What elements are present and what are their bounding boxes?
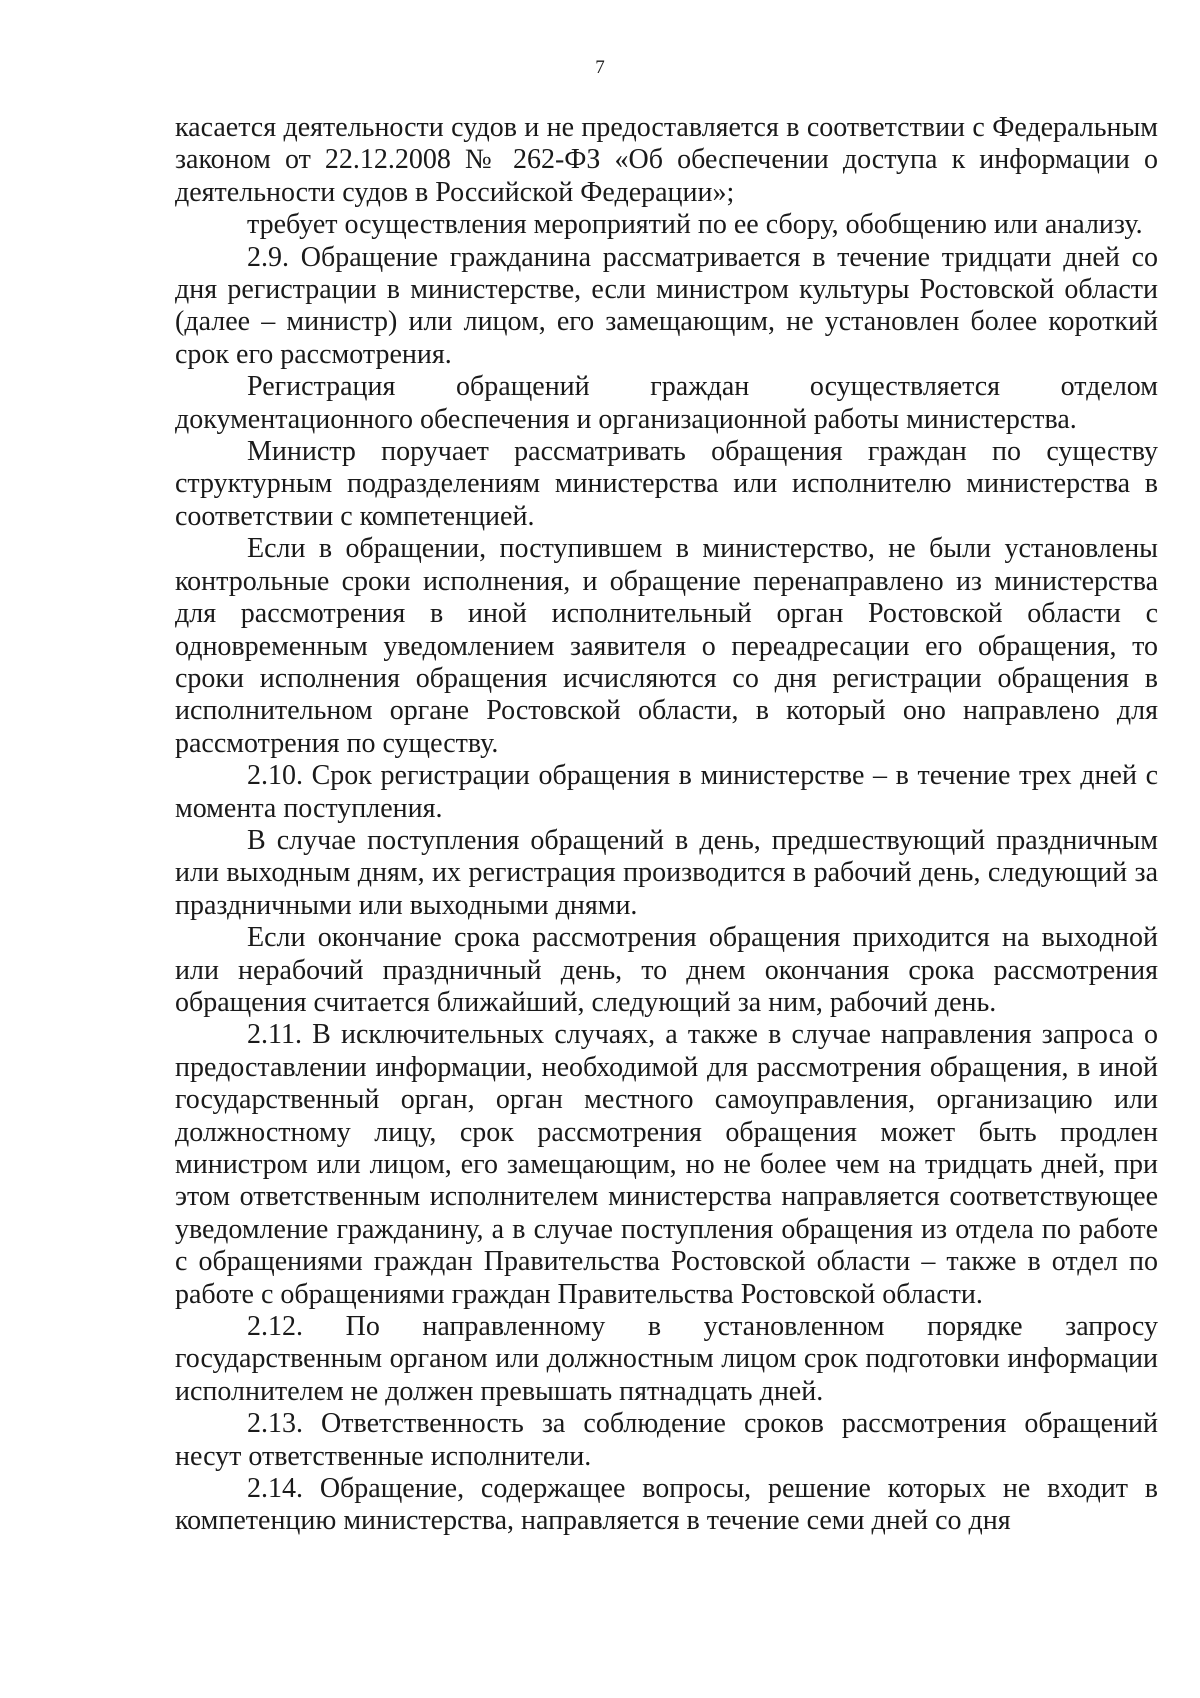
page-number: 7	[595, 57, 605, 78]
paragraph-continued: касается деятельности судов и не предоставляется в соответствии с Федеральным законом от 22.12.2008 № 262-ФЗ «Об обеспечении доступа к информации о деятельности судов в Российской Федерации»;	[175, 112, 1158, 208]
document-body	[175, 112, 1158, 1538]
paragraph: Министр поручает рассматривать обращения граждан по существу структурным подразделениям министерства или исполнителю министерства в соответствии с компетенцией.	[175, 436, 1158, 532]
paragraph: В случае поступления обращений в день, предшествующий праздничным или выходным дням, их регистрация производится в рабочий день, следующий за праздничными или выходными днями.	[175, 824, 1158, 921]
paragraph: Если в обращении, поступившем в министерство, не были установлены контрольные сроки исполнения, и обращение перенаправлено из министерства для рассмотрения в иной исполнительный орган Ростовской области с одновременным уведомлением заявителя о переадресации его обращения, то сроки исполнения обращения исчисляются со дня регистрации обращения в исполнительном органе Ростовской области, в который оно направлено для рассмотрения по существу.	[175, 533, 1158, 759]
paragraph: Если окончание срока рассмотрения обращения приходится на выходной или нерабочий праздничный день, то днем окончания срока рассмотрения обращения считается ближайший, следующий за ним, рабочий день.	[175, 922, 1158, 1018]
paragraph-2-10: 2.10. Срок регистрации обращения в министерстве – в течение трех дней с момента поступления.	[175, 760, 1158, 824]
paragraph-2-13: 2.13. Ответственность за соблюдение сроков рассмотрения обращений несут ответственные исполнители.	[175, 1408, 1158, 1472]
paragraph: требует осуществления мероприятий по ее сбору, обобщению или анализу.	[247, 209, 1143, 241]
paragraph-2-9: 2.9. Обращение гражданина рассматривается в течение тридцати дней со дня регистрации в министерстве, если министром культуры Ростовской области (далее – министр) или лицом, его замещающим, не установлен более короткий срок его рассмотрения.	[175, 241, 1158, 370]
paragraph-2-12: 2.12. По направленному в установленном порядке запросу государственным органом или должностным лицом срок подготовки информации исполнителем не должен превышать пятнадцать дней.	[175, 1311, 1158, 1407]
paragraph: Регистрация обращений граждан осуществляется отделом документационного обеспечения и организационной работы министерства.	[175, 371, 1158, 435]
paragraph-2-11: 2.11. В исключительных случаях, а также в случае направления запроса о предоставлении информации, необходимой для рассмотрения обращения, в иной государственный орган, орган местного самоуправления, организацию или должностному лицу, срок рассмотрения обращения может быть продлен министром или лицом, его замещающим, но не более чем на тридцать дней, при этом ответственным исполнителем министерства направляется соответствующее уведомление гражданину, а в случае поступления обращения из отдела по работе с обращениями граждан Правительства Ростовской области – также в отдел по работе с обращениями граждан Правительства Ростовской области.	[175, 1019, 1158, 1310]
paragraph-2-14: 2.14. Обращение, содержащее вопросы, решение которых не входит в компетенцию министерства, направляется в течение семи дней со дня	[175, 1473, 1158, 1537]
